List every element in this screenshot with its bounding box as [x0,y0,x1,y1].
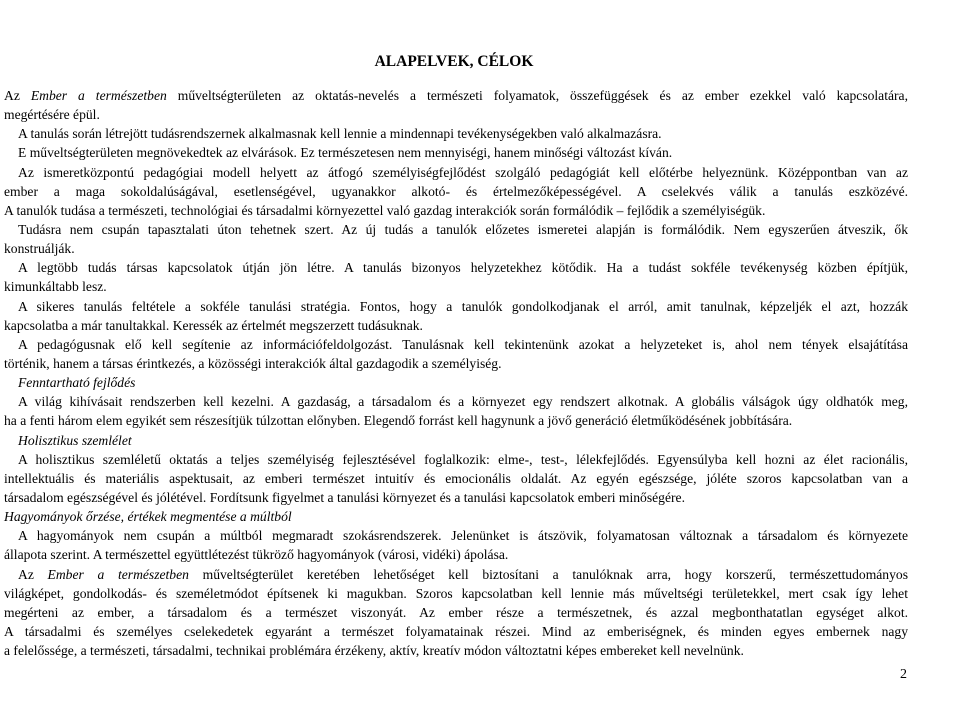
text-line [4,124,908,143]
text-span: A holisztikus szemléletű oktatás a teljes személyiség fejlesztésével foglalkozik: elme-, test-, lélekfejlődés. Egyensúlyba kell hozni az élet racionális, [18,451,908,467]
text-span: megértésére épül. [4,107,100,123]
page-title: ALAPELVEK, CÉLOK [374,53,534,70]
text-line [4,565,908,584]
text-line [4,603,908,622]
text-line [4,220,908,239]
text-span: A sikeres tanulás feltétele a sokféle tanulási stratégia. Fontos, hogy a tanulók gondolkodjanak el arról, amit tanulnak, képzeljék el azt, hozzák [18,298,908,314]
text-line [4,488,908,507]
text-line [4,335,908,354]
text-span: ha a fenti három elem egyikét sem részesítjük túlzottan előnyben. Elegendő forrást kell hagynunk a jövő generáció életműködésének jobbítására. [4,413,793,429]
text-line [4,316,908,335]
text-span: társadalom egészségével és jólétével. Fordítsunk figyelmet a tanulási környezet és a tanulási kapcsolatok emberi minőségére. [4,489,685,505]
italic-text: Hagyományok őrzése, értékek megmentése a múltból [4,509,292,525]
italic-text: Ember a természetben [30,88,167,103]
text-span: konstruálják. [4,241,75,257]
text-span: kimunkáltabb lesz. [4,279,107,295]
text-span: Az [4,88,31,103]
text-line [4,86,908,105]
text-line [4,163,908,182]
text-line [4,258,908,277]
text-span: állapota szerint. A természettel együttlétezést tükröző hagyományok (városi, vidéki) ápolása. [4,547,509,563]
text-span: A világ kihívásait rendszerben kell kezelni. A gazdaság, a társadalom és a környezet egy rendszert alkotnak. A globális válságok úgy oldhatók meg, [18,394,908,410]
page-number: 2 [900,667,907,682]
text-span: világképet, gondolkodás- és személetmódot építsenek ki magukban. Szoros kapcsolatban kell lennie más műveltségi területekkel, mert csak így lehet [4,585,908,601]
text-span: kapcsolatba a már tanultakkal. Keressék az értelmét megszerzett tudásuknak. [4,317,423,333]
document-body [4,86,908,660]
text-line [4,469,908,488]
text-span: a felelőssége, a természeti, társadalmi, technikai problémára érzékeny, aktív, kreatív módon változtatni képes embereket kell nevelnünk. [4,643,744,659]
italic-text: Holisztikus szemlélet [18,432,132,448]
text-span: ember a maga sokoldalúságával, esetlenségével, ugyanakkor alkotó- és értelmezőképességével. A cselekvés válik a tanulás eszközévé. [4,183,908,199]
text-line [4,201,908,220]
text-line [4,431,908,450]
text-span: A tanulók tudása a természeti, technológiai és társadalmi környezettel való gazdag interakciók során formálódik – fejlődik a személyiségük. [4,202,766,218]
text-line [4,373,908,392]
text-line [4,641,908,660]
text-span: Az [18,566,48,582]
text-line [4,526,908,545]
text-span: Az ismeretközpontú pedagógiai modell helyett az átfogó személyiségfejlődést szolgáló pedagógiát kell előtérbe helyeznünk. Középpontban van az [18,164,908,180]
text-line [4,392,908,411]
text-line [4,584,908,603]
text-span: A pedagógusnak elő kell segítenie az információfeldolgozást. Tanulásnak kell tekintenünk azokat a helyzeteket is, ahol nem tények elsajátítása [18,336,908,352]
text-span: A tanulás során létrejött tudásrendszernek alkalmasnak kell lennie a mindennapi tevékenységekben való alkalmazásra. [18,126,662,142]
text-span: műveltségterületen az oktatás-nevelés a természeti folyamatok, összefüggések és az ember ezekkel való kapcsolatára, [166,88,908,103]
text-line [4,354,908,373]
text-span: Tudásra nem csupán tapasztalati úton tehetnek szert. Az új tudás a tanulók előzetes ismeretei alapján is formálódik. Nem egyszerűen átveszik, ők [18,221,908,237]
text-span: megérteni az ember, a társadalom és a természet viszonyát. Az ember része a természetnek, és azzal megbonthatatlan egységet alkot. [4,604,908,620]
text-line [4,507,908,526]
text-span: E műveltségterületen megnövekedtek az elvárások. Ez természetesen nem mennyiségi, hanem minőségi változást kíván. [18,145,673,161]
text-line [4,545,908,564]
text-span: A legtöbb tudás társas kapcsolatok útján jön létre. A tanulás bizonyos helyzetekhez kötődik. Ha a tudást sokféle tevékenység közben építjük, [18,260,908,276]
text-line [4,450,908,469]
text-span: intellektuális és materiális aspektusait, az emberi természet intuitív és emocionális oldalát. Az egyén egészsége, jóléte szoros kapcsolatban van a [4,470,908,486]
text-line [4,239,908,258]
italic-text: Fenntartható fejlődés [18,375,136,391]
text-line [4,182,908,201]
text-span: A hagyományok nem csupán a múltból megmaradt szokásrendszerek. Jelenünket is átszövik, folyamatosan változnak a társadalom és környezete [18,528,908,544]
italic-text: Ember a természetben [47,566,189,582]
text-line [4,143,908,162]
text-span: A társadalmi és személyes cselekedetek egyaránt a természet folyamatainak részei. Mind az emberiségnek, és minden egyes embernek nagy [4,623,908,639]
text-line [4,622,908,641]
text-span: történik, hanem a társas érintkezés, a közösségi interakciók által gazdagodik a személyiség. [4,355,502,371]
text-line [4,297,908,316]
text-line [4,277,908,296]
text-line [4,105,908,124]
text-line [4,411,908,430]
text-span: műveltségterület keretében lehetőséget kell biztosítani a tanulóknak arra, hogy korszerű, természettudományos [188,566,908,582]
